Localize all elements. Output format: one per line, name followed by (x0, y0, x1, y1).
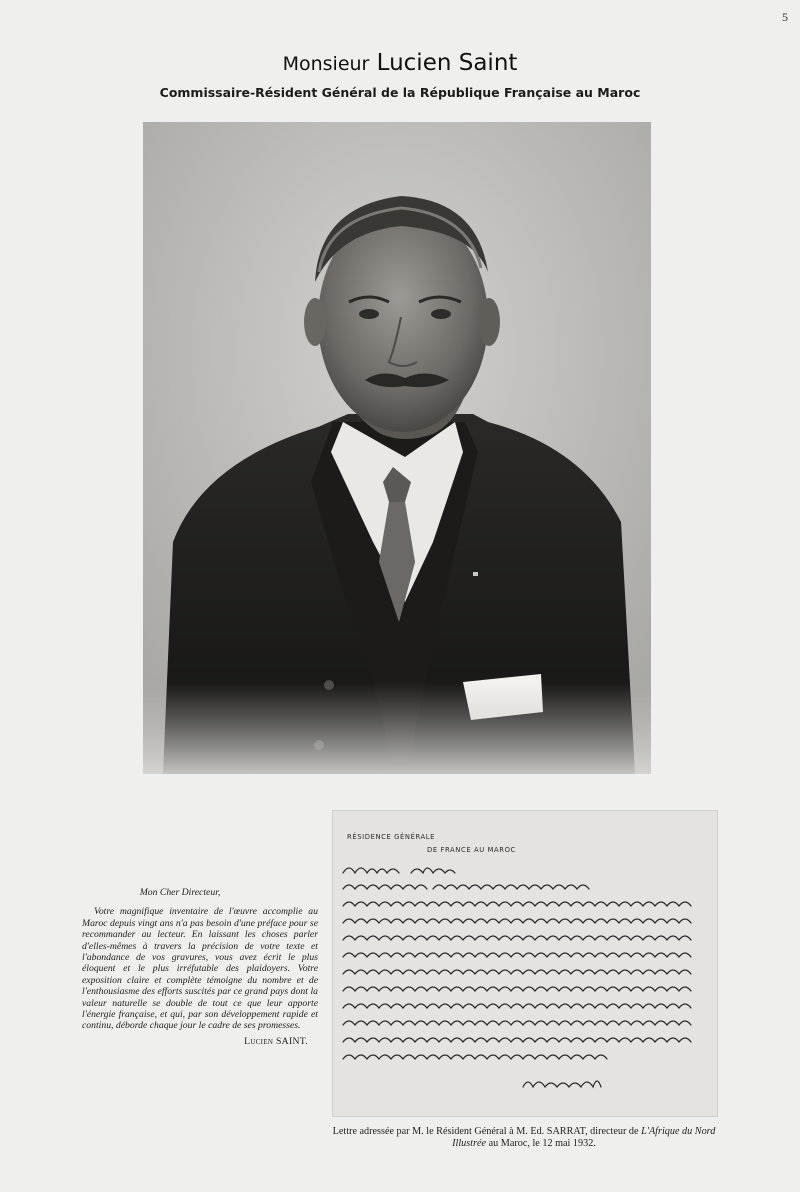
title-name: Lucien Saint (376, 50, 518, 76)
caption-publication: L'Afrique du Nord Illustrée (452, 1126, 716, 1149)
handwritten-letter-facsimile (332, 810, 718, 1117)
page-number: 5 (782, 10, 788, 24)
letter-signature: Lucien SAINT. (244, 1035, 308, 1047)
letter-text (82, 887, 318, 1047)
caption-part-2: au Maroc, le 12 mai 1932. (486, 1137, 596, 1149)
letterhead-line-2: DE FRANCE AU MAROC (427, 846, 516, 854)
portrait-illustration (143, 122, 651, 774)
letter-body: Votre magnifique inventaire de l'œuvre accomplie au Maroc depuis vingt ans n'a pas besoin d'une préface pour se recommander au lecteur. En laissant les choses parler d'elles-mêmes à travers la précision de votre texte et l'abondance de vos gravures, vous avez écrit le plus éloquent et le plus irréfutable des plaidoyers. Votre exposition claire et complète témoigne du nombre et de l'enthousiasme des efforts suscités par ce grand pays dont la valeur naturelle se double de tout ce que leur apporte l'énergie française, et qui, par son développement rapide et continu, déborde chaque jour le cadre de ses promesses. (82, 906, 318, 1032)
handwriting-strokes (333, 811, 717, 1116)
page-subtitle: Commissaire-Résident Général de la République Française au Maroc (159, 85, 641, 100)
portrait-photo (143, 122, 651, 774)
letter-salutation: Mon Cher Directeur, (139, 887, 221, 898)
title-prefix: Monsieur (282, 53, 370, 75)
letter-caption (332, 1126, 716, 1149)
caption-part-1: Lettre adressée par M. le Résident Général à M. Ed. SARRAT, directeur de (332, 1126, 642, 1137)
page-title (0, 50, 800, 76)
letterhead-line-1: RÉSIDENCE GÉNÉRALE (347, 833, 436, 841)
